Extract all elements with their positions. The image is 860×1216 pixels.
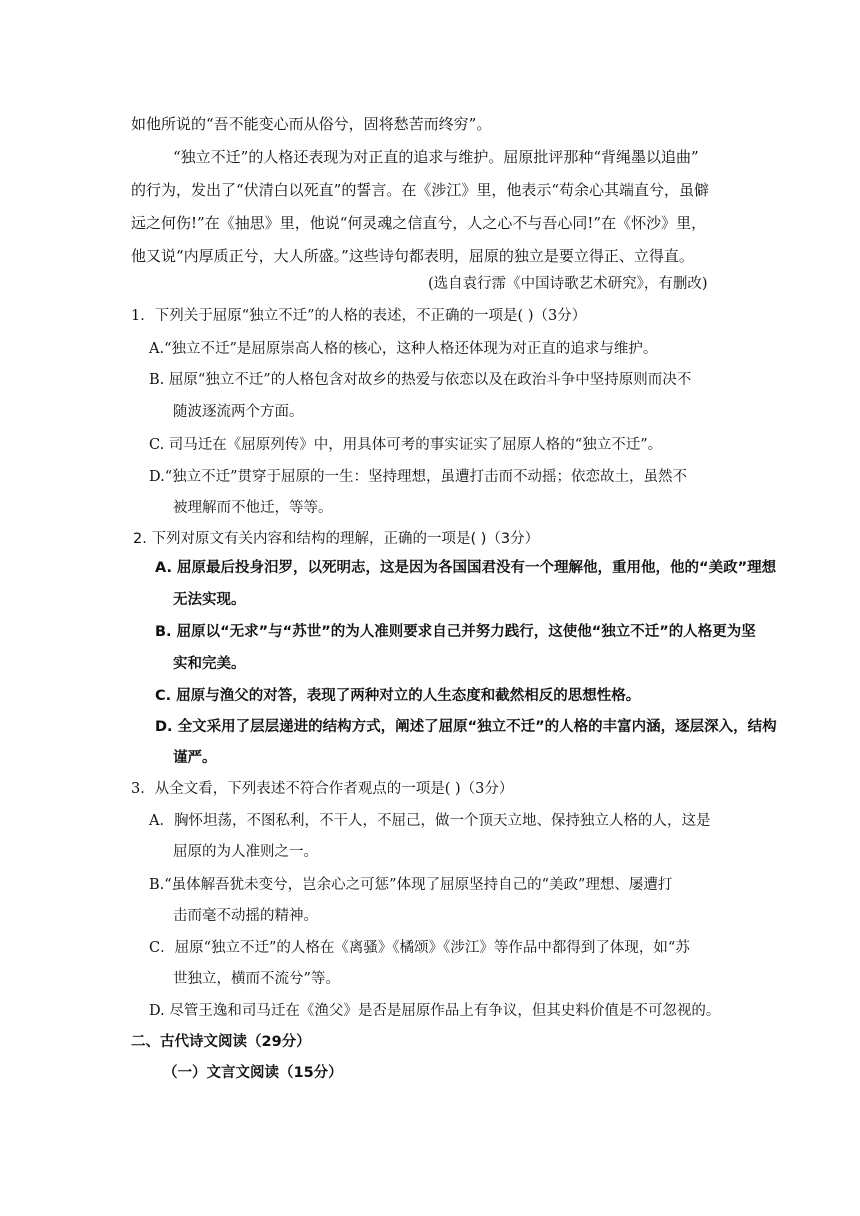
question-1-option-a: A.“独立不迁”是屈原崇高人格的核心，这种人格还体现为对正直的追求与维护。 bbox=[149, 341, 658, 357]
passage-line-4: 远之何伤!”在《抽思》里，他说“何灵魂之信直兮，人之心不与吾心同!”在《怀沙》里， bbox=[131, 214, 707, 232]
question-3-option-c: C．屈原“独立不迁”的人格在《离骚》《橘颂》《涉江》等作品中都得到了体现，如“苏 bbox=[149, 940, 690, 956]
question-3-option-b: B.“虽体解吾犹未变兮，岂余心之可惩”体现了屈原坚持自己的“美政”理想、屡遭打 bbox=[149, 877, 673, 893]
question-3-option-c-cont: 世独立，横而不流兮”等。 bbox=[173, 971, 340, 987]
question-1-option-b-cont: 随波逐流两个方面。 bbox=[173, 404, 304, 420]
question-3-option-d: D. 尽管王逸和司马迁在《渔父》是否是屈原作品上有争议，但其史料价值是不可忽视的。 bbox=[149, 1003, 721, 1019]
question-1-option-d: D.“独立不迁”贯穿于屈原的一生：坚持理想，虽遭打击而不动摇；依恋故土，虽然不 bbox=[149, 469, 688, 485]
section-2-subheading: （一）文言文阅读（15分） bbox=[163, 1065, 343, 1081]
question-3-option-a: A．胸怀坦荡，不图私利，不干人，不屈己，做一个顶天立地、保持独立人格的人，这是 bbox=[149, 813, 711, 829]
section-2-heading: 二、古代诗文阅读（29分） bbox=[131, 1034, 311, 1050]
passage-source: (选自袁行霈《中国诗歌艺术研究》，有删改) bbox=[428, 276, 708, 292]
passage-line-1: 如他所说的“吾不能变心而从俗兮，固将愁苦而终穷”。 bbox=[131, 115, 492, 133]
question-1-stem: 1．下列关于屈原“独立不迁”的人格的表述，不正确的一项是( )（3分） bbox=[131, 308, 587, 324]
passage-line-3: 的行为，发出了“伏清白以死直”的誓言。在《涉江》里，他表示“苟余心其端直兮，虽僻 bbox=[131, 181, 710, 199]
question-2-option-b-cont: 实和完美。 bbox=[173, 656, 246, 672]
passage-line-2: “独立不迁”的人格还表现为对正直的追求与维护。屈原批评那种“背绳墨以追曲” bbox=[173, 148, 699, 166]
question-2-option-b: B. 屈原以“无求”与“苏世”的为人准则要求自己并努力践行，这使他“独立不迁”的人格更为坚 bbox=[155, 624, 756, 640]
question-2-option-d: D. 全文采用了层层递进的结构方式，阐述了屈原“独立不迁”的人格的丰富内涵，逐层深入，结构 bbox=[155, 719, 777, 735]
question-2-option-d-cont: 谨严。 bbox=[173, 750, 217, 766]
question-3-stem: 3．从全文看，下列表述不符合作者观点的一项是( )（3分） bbox=[131, 781, 514, 797]
question-3-option-a-cont: 屈原的为人准则之一。 bbox=[173, 844, 318, 860]
passage-line-5: 他又说“内厚质正兮，大人所盛。”这些诗句都表明，屈原的独立是要立得正、立得直。 bbox=[131, 247, 694, 265]
question-1-option-d-cont: 被理解而不他迁，等等。 bbox=[173, 500, 333, 516]
question-1-option-c: C. 司马迁在《屈原列传》中，用具体可考的事实证实了屈原人格的“独立不迁”。 bbox=[149, 437, 663, 453]
question-2-option-a-cont: 无法实现。 bbox=[173, 592, 246, 608]
question-1-option-b: B. 屈原“独立不迁”的人格包含对故乡的热爱与依恋以及在政治斗争中坚持原则而决不 bbox=[149, 372, 692, 388]
question-2-option-a: A. 屈原最后投身汨罗，以死明志，这是因为各国国君没有一个理解他，重用他，他的“美政”理想 bbox=[155, 560, 777, 576]
question-2-stem: 2. 下列对原文有关内容和结构的理解，正确的一项是( )（3分） bbox=[133, 531, 540, 547]
question-3-option-b-cont: 击而毫不动摇的精神。 bbox=[173, 908, 318, 924]
question-2-option-c: C. 屈原与渔父的对答，表现了两种对立的人生态度和截然相反的思想性格。 bbox=[155, 688, 641, 704]
